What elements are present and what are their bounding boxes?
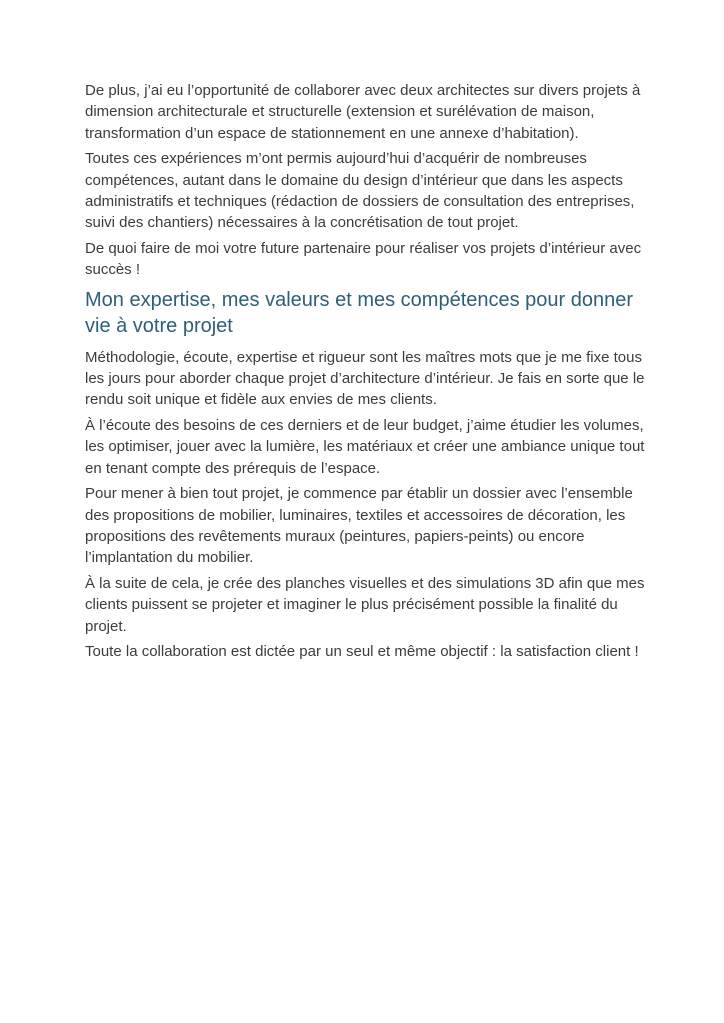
paragraph-satisfaction-client: Toute la collaboration est dictée par un seul et même objectif : la satisfaction client ! [85, 642, 639, 660]
paragraph-future-partenaire: De quoi faire de moi votre future partenaire pour réaliser vos projets d’intérieur avec succès ! [85, 239, 642, 279]
section-heading-expertise: Mon expertise, mes valeurs et mes compétences pour donner vie à votre projet [85, 288, 634, 337]
paragraph-dossier-propositions: Pour mener à bien tout projet, je commence par établir un dossier avec l’ensemble des propositions de mobilier, luminaires, textiles et accessoires de décoration, les propositions des revêtements muraux (peintures, papiers-peints) ou encore l’implantation du mobilier. [85, 485, 633, 567]
paragraph-ecoute-besoins: À l’écoute des besoins de ces derniers et de leur budget, j’aime étudier les volumes, les optimiser, jouer avec la lumière, les matériaux et créer une ambiance unique tout en tenant compte des prérequis de l’espace. [85, 416, 645, 477]
paragraph-collaboration-architectes: De plus, j’ai eu l’opportunité de collaborer avec deux architectes sur divers projets à dimension architecturale et structurelle (extension et surélévation de maison, transformation d’un espace de stationnement en une annexe d’habitation). [85, 82, 641, 142]
document-content [85, 80, 645, 662]
paragraph-planches-simulations-3d: À la suite de cela, je crée des planches visuelles et des simulations 3D afin que mes clients puissent se projeter et imaginer le plus précisément possible la finalité du projet. [85, 574, 645, 635]
paragraph-methodologie: Méthodologie, écoute, expertise et rigueur sont les maîtres mots que je me fixe tous les jours pour aborder chaque projet d’architecture d’intérieur. Je fais en sorte que le rendu soit unique et fidèle aux envies de mes clients. [85, 348, 645, 409]
paragraph-experiences-competences: Toutes ces expériences m’ont permis aujourd’hui d’acquérir de nombreuses compétences, autant dans le domaine du design d’intérieur que dans les aspects administratifs et techniques (rédaction de dossiers de consultation des entreprises, suivi des chantiers) nécessaires à la concrétisation de tout projet. [85, 150, 635, 232]
